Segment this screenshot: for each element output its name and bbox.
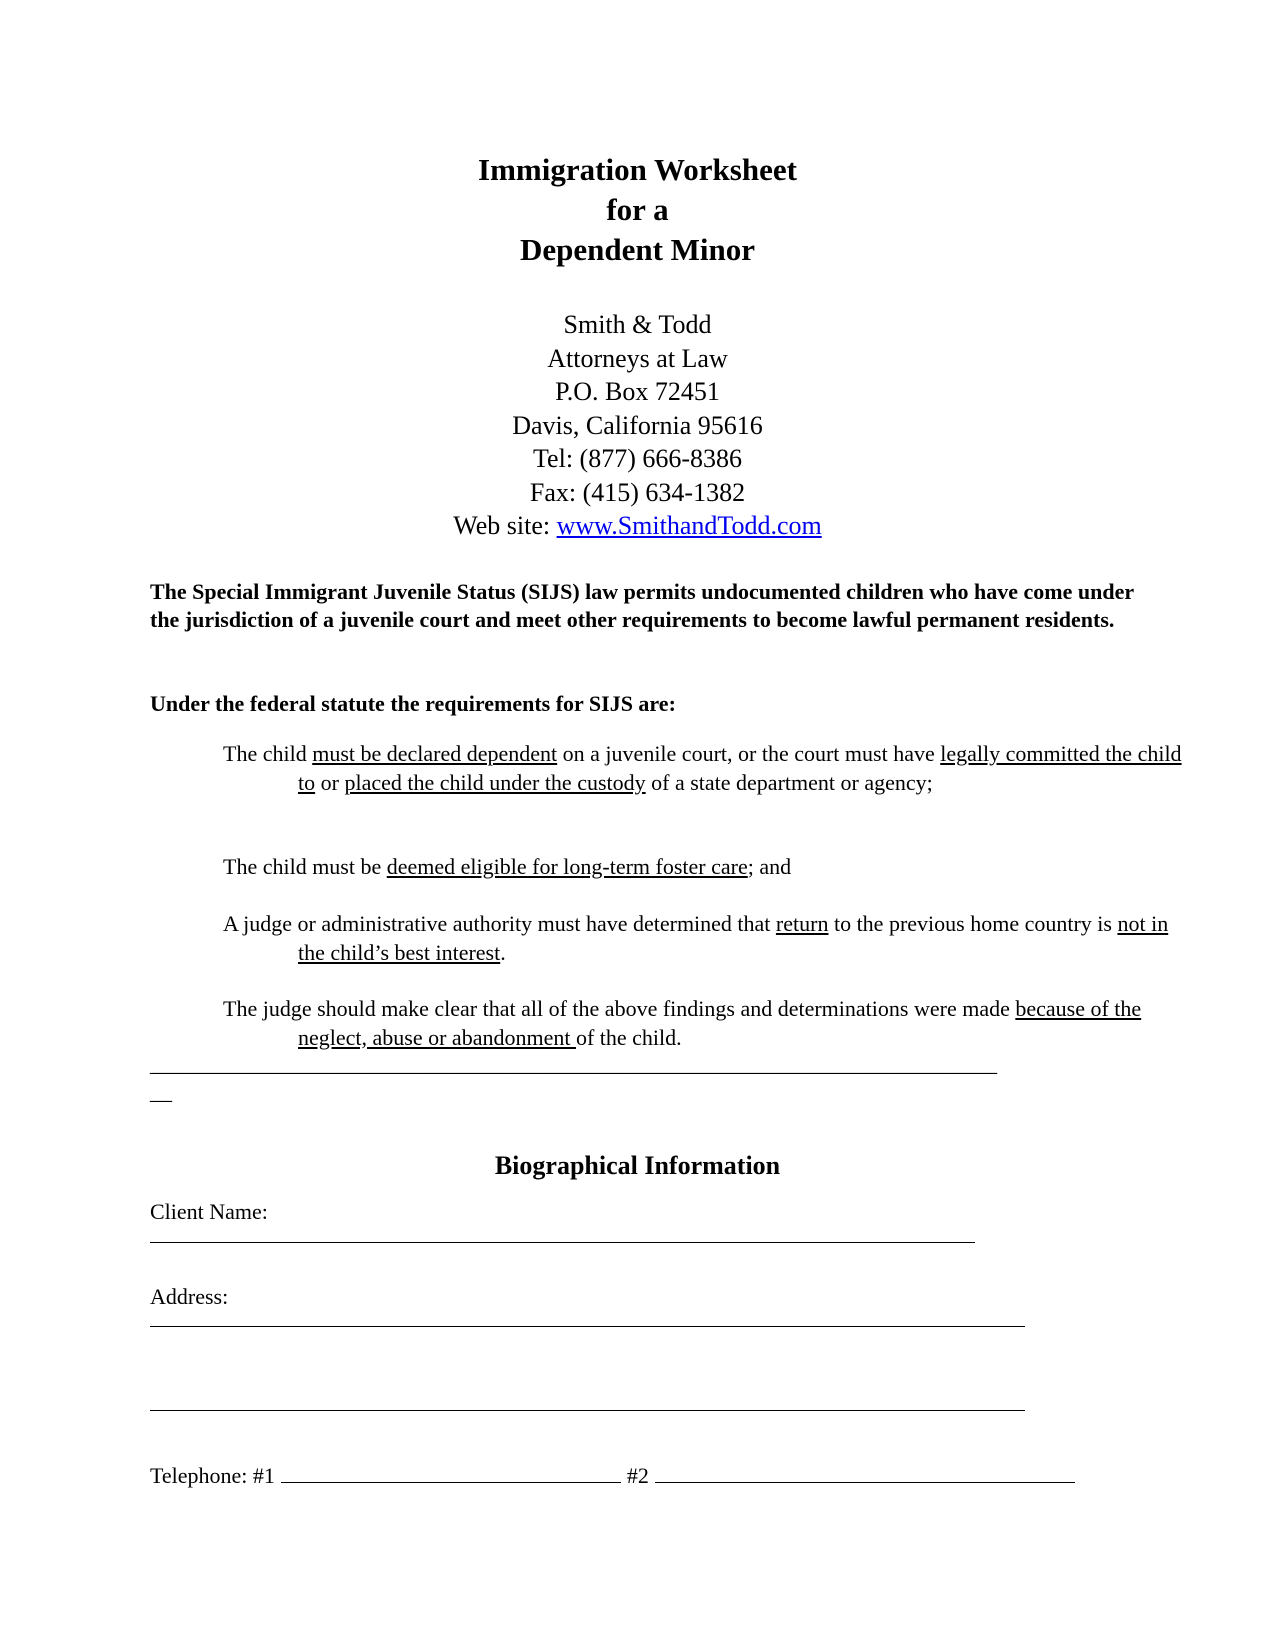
firm-address-1: P.O. Box 72451 — [555, 377, 720, 406]
website-link[interactable]: www.SmithandTodd.com — [556, 511, 822, 540]
website-label: Web site: — [453, 511, 557, 540]
requirements-heading: Under the federal statute the requirements for SIJS are: — [150, 691, 676, 716]
firm-subtitle: Attorneys at Law — [547, 343, 728, 373]
telephone-2-field[interactable] — [655, 1464, 1075, 1483]
biographical-title: Biographical Information — [494, 1151, 781, 1180]
requirement-1: The child must be declared dependent on a juvenile court, or the court must have legally committed the child to or placed the child under the custody of a state department or agency; — [223, 741, 1182, 795]
intro-paragraph: The Special Immigrant Juvenile Status (SIJS) law permits undocumented children who have come under the jurisdiction of a juvenile court and meet other requirements to become lawful permanent residents. — [150, 579, 1134, 632]
title-line-1: Immigration Worksheet — [478, 152, 797, 187]
address-label: Address: — [150, 1284, 229, 1309]
document-title — [0, 150, 1275, 270]
address-field-2[interactable] — [150, 1410, 1025, 1411]
address-field-1[interactable] — [150, 1326, 1025, 1327]
client-name-field[interactable] — [150, 1242, 975, 1243]
firm-website — [0, 509, 1275, 543]
separator-rule-2: __ — [150, 1079, 172, 1104]
separator-rule-1: _____________________________________________________________________________ — [150, 1051, 997, 1076]
requirement-3: A judge or administrative authority must have determined that return to the previous home country is not in the child’s best interest. — [223, 911, 1169, 965]
firm-fax: Fax: (415) 634-1382 — [529, 477, 746, 507]
firm-name: Smith & Todd — [563, 310, 712, 339]
telephone-row — [150, 1462, 1081, 1490]
title-line-2: for a — [606, 192, 669, 227]
telephone-1-label: Telephone: #1 — [150, 1463, 275, 1488]
requirement-2: The child must be deemed eligible for long-term foster care; and — [223, 854, 792, 879]
firm-contact-block — [0, 308, 1275, 543]
firm-address-2: Davis, California 95616 — [512, 410, 763, 440]
title-line-3: Dependent Minor — [519, 232, 756, 267]
telephone-1-field[interactable] — [281, 1464, 621, 1483]
firm-telephone: Tel: (877) 666-8386 — [532, 444, 743, 473]
requirement-4: The judge should make clear that all of the above findings and determinations were made because of the neglect, abuse or abandonment of the child. — [223, 996, 1142, 1050]
telephone-2-label: #2 — [626, 1463, 649, 1488]
client-name-label: Client Name: — [150, 1199, 268, 1224]
